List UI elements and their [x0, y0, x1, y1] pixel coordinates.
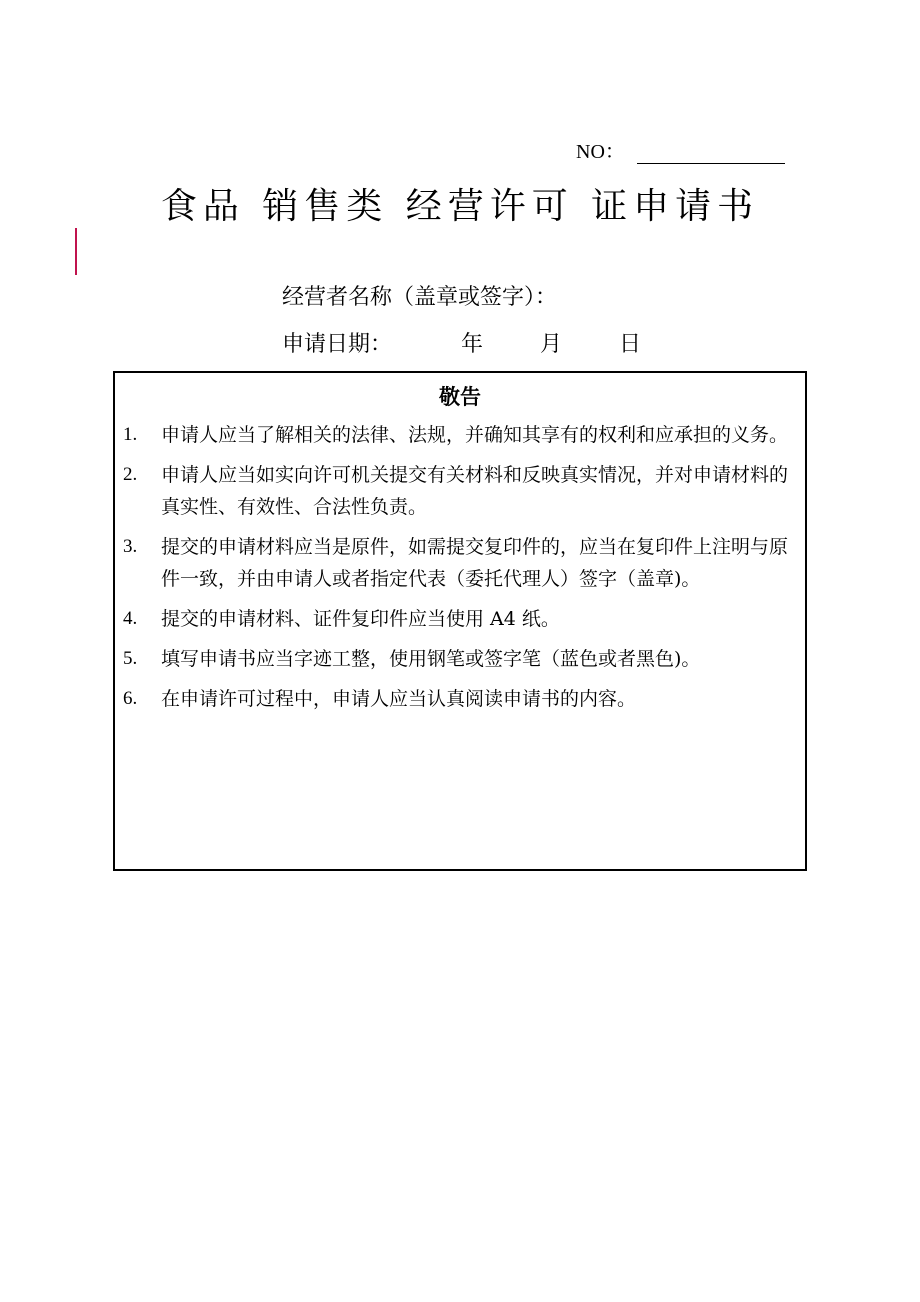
notice-item-text: 申请人应当了解相关的法律、法规，并确知其享有的权利和应承担的义务。 — [161, 424, 789, 446]
document-number — [576, 134, 785, 164]
notice-item — [123, 531, 793, 595]
operator-name-label: 经营者名称（盖章或签字）： — [282, 285, 558, 310]
notice-box — [113, 371, 807, 871]
margin-mark — [75, 228, 77, 275]
notice-item-text: 提交的申请材料、证件复印件应当使用 A4 纸。 — [161, 608, 560, 630]
notice-item-text: 在申请许可过程中，申请人应当认真阅读申请书的内容。 — [161, 688, 637, 710]
application-date-field — [282, 330, 641, 360]
notice-item-number: 3. — [123, 536, 138, 557]
notice-item-text: 申请人应当如实向许可机关提交有关材料和反映真实情况，并对申请材料的真实性、有效性、合法性负责。 — [161, 464, 789, 518]
notice-item-number: 1. — [123, 424, 138, 445]
page-title: 食品 销售类 经营许可 证申请书 — [160, 186, 760, 227]
notice-item-number: 2. — [123, 464, 138, 485]
date-day: 日 — [619, 332, 642, 357]
notice-item — [123, 643, 793, 675]
notice-item-number: 4. — [123, 608, 138, 629]
notice-item — [123, 603, 793, 635]
notice-title: 敬告 — [439, 385, 481, 409]
date-month: 月 — [540, 332, 563, 357]
notice-item — [123, 419, 793, 451]
application-date-label: 申请日期： — [282, 332, 393, 357]
operator-name-field — [282, 283, 557, 313]
document-number-label: NO： — [576, 141, 625, 163]
notice-item-number: 6. — [123, 688, 138, 709]
notice-item — [123, 683, 793, 715]
notice-item-number: 5. — [123, 648, 138, 669]
notice-item-text: 提交的申请材料应当是原件，如需提交复印件的，应当在复印件上注明与原件一致，并由申请人或者指定代表（委托代理人）签字（盖章)。 — [161, 536, 789, 590]
date-year: 年 — [461, 332, 484, 357]
notice-list — [115, 419, 805, 715]
document-number-blank[interactable] — [637, 139, 785, 164]
notice-item-text: 填写申请书应当字迹工整，使用钢笔或签字笔（蓝色或者黑色)。 — [161, 648, 701, 670]
notice-item — [123, 459, 793, 523]
